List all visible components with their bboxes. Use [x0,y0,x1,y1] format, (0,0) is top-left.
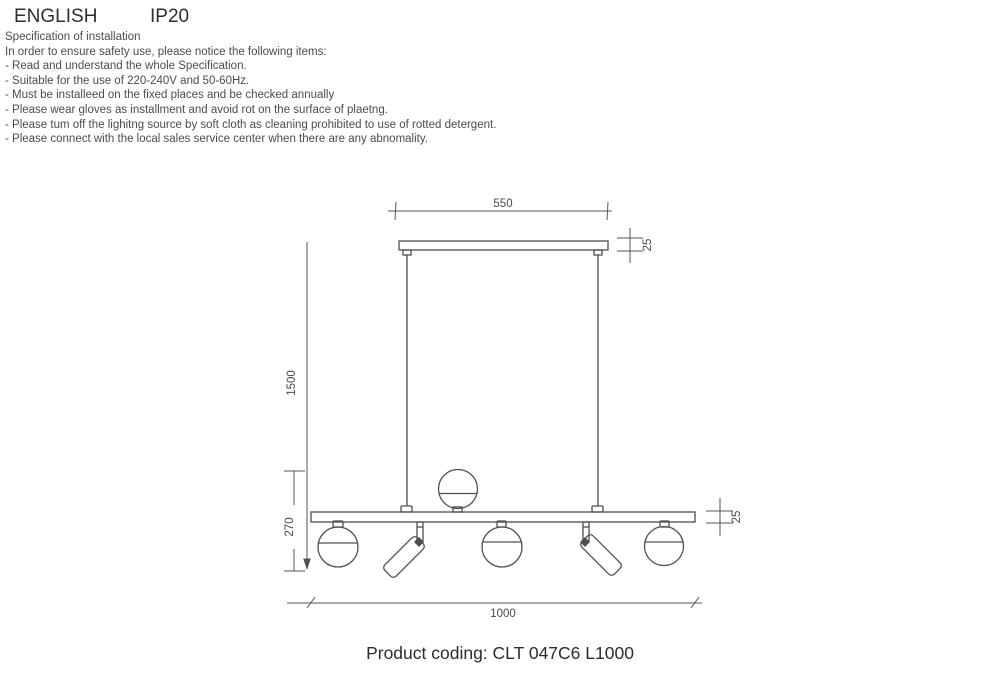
spec-item: - Must be installeed on the fixed places and be checked annually [5,89,335,102]
dimension-bar-thickness [706,498,743,536]
spec-intro: In order to ensure safety use, please notice the following items: [5,45,327,58]
ceiling-canopy [399,241,608,250]
wire-foot-right [592,506,603,512]
dim-label-1000: 1000 [490,608,516,620]
spec-title: Specification of installation [5,31,141,43]
top-sphere-lamp [439,470,478,513]
dim-label-25-top: 25 [642,238,654,252]
canopy-wire-holder-right [594,250,602,255]
dim-label-25-bar: 25 [731,510,743,524]
dim-label-270: 270 [284,517,296,537]
spec-item: - Please tum off the lighitng source by soft cloth as cleaning prohibited to use of rotted detergent. [5,118,497,131]
dimension-bar-length [287,597,702,620]
dimension-canopy-length [388,198,612,220]
sphere-lamp-right [645,521,684,566]
language-title: ENGLISH [14,6,98,27]
product-coding: Product coding: CLT 047C6 L1000 [366,643,634,663]
spec-item: - Please connect with the local sales service center when there are any abnomality. [5,133,428,146]
spec-item: - Suitable for the use of 220-240V and 50-60Hz. [5,74,250,87]
dimension-canopy-thickness [617,228,654,263]
spotlight-left [382,522,426,579]
sphere-lamp-middle [482,521,522,567]
dim-label-1500: 1500 [286,370,298,396]
arrow-down-icon [303,559,311,571]
wire-foot-left [401,506,412,512]
ip-rating-label: IP20 [150,6,190,27]
spotlight-right [579,522,623,577]
dim-label-550: 550 [493,198,513,210]
sphere-lamp-left [318,521,358,567]
canopy-wire-holder-left [403,250,411,255]
dimension-fixture-height [284,471,305,571]
spec-item: - Read and understand the whole Specification. [5,60,247,73]
spec-item: - Please wear gloves as installment and avoid rot on the surface of plaetng. [5,103,388,116]
